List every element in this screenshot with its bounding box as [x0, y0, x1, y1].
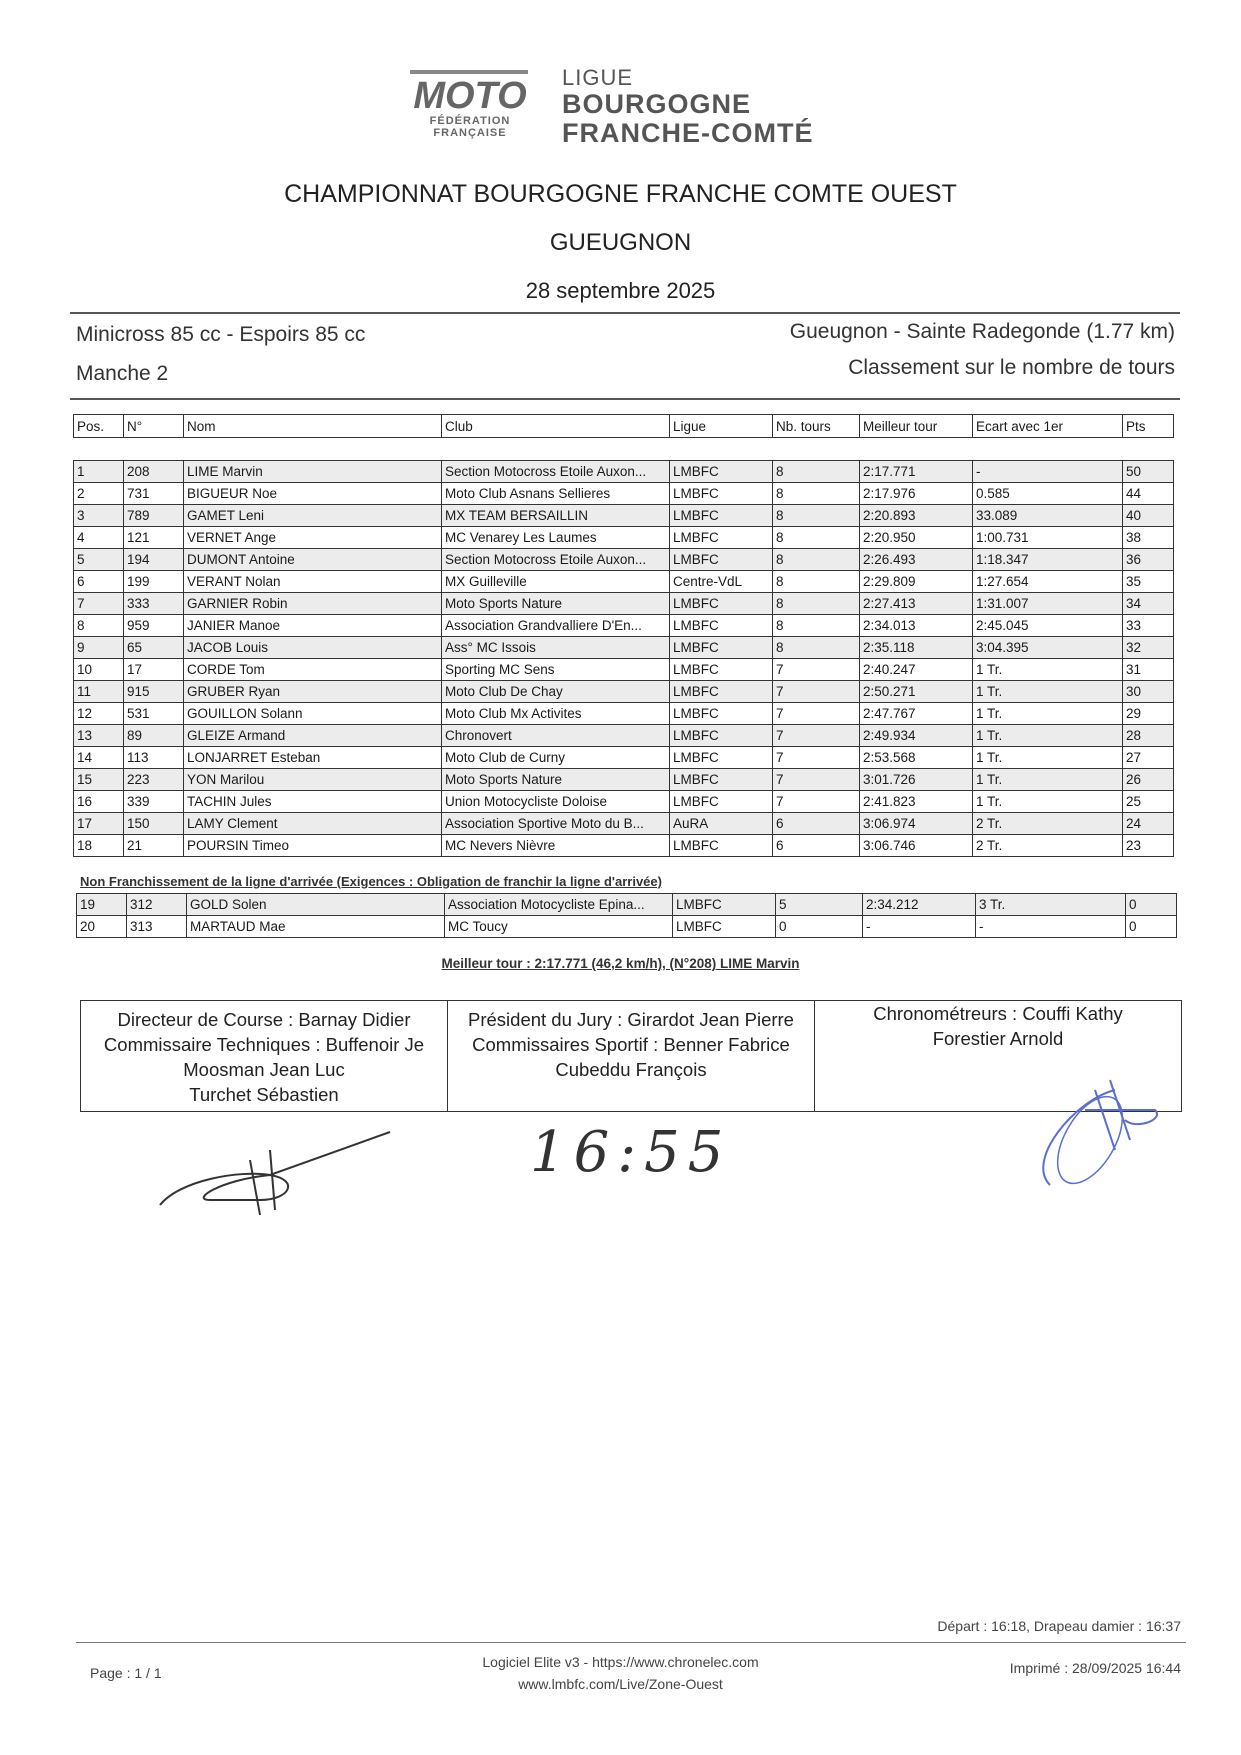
cell-laps: 7: [773, 791, 860, 813]
cell-gap: 0.585: [973, 483, 1123, 505]
cell-points: 0: [1126, 894, 1177, 916]
svg-text:FRANÇAISE: FRANÇAISE: [433, 127, 507, 139]
cell-points: 31: [1123, 659, 1174, 681]
table-row: [74, 703, 1174, 725]
cell-pos: 10: [74, 659, 124, 681]
cell-pos: 14: [74, 747, 124, 769]
venue-title: GUEUGNON: [549, 229, 692, 256]
cell-ligue: LMBFC: [670, 549, 773, 571]
cell-pos: 13: [74, 725, 124, 747]
cell-ligue: LMBFC: [670, 615, 773, 637]
cell-laps: 7: [773, 747, 860, 769]
cell-best-lap: 2:53.568: [860, 747, 973, 769]
cell-ligue: LMBFC: [670, 791, 773, 813]
printed-date: Imprimé : 28/09/2025 16:44: [1009, 1660, 1181, 1676]
cell-gap: 1 Tr.: [973, 681, 1123, 703]
cell-pos: 12: [74, 703, 124, 725]
cell-points: 33: [1123, 615, 1174, 637]
svg-text:MOTO: MOTO: [413, 75, 527, 117]
handwritten-time: 16:55: [530, 1120, 732, 1185]
official-line: Cubeddu François: [555, 1059, 707, 1080]
cell-club: Association Sportive Moto du B...: [442, 813, 670, 835]
cell-laps: 8: [773, 527, 860, 549]
cell-gap: 1:27.654: [973, 571, 1123, 593]
cell-pos: 17: [74, 813, 124, 835]
footer-divider: [76, 1642, 1186, 1643]
official-line: Chronométreurs : Couffi Kathy: [873, 1003, 1123, 1024]
official-line: Moosman Jean Luc: [183, 1059, 345, 1080]
ligue-logo: [562, 66, 813, 148]
table-row: [74, 637, 1174, 659]
cell-laps: 8: [773, 461, 860, 483]
cell-number: 915: [124, 681, 184, 703]
divider: [70, 398, 1180, 400]
cell-ligue: LMBFC: [670, 527, 773, 549]
cell-number: 65: [124, 637, 184, 659]
cell-points: 26: [1123, 769, 1174, 791]
cell-gap: 1 Tr.: [973, 725, 1123, 747]
cell-gap: 1:31.007: [973, 593, 1123, 615]
cell-laps: 8: [773, 505, 860, 527]
table-row: [74, 549, 1174, 571]
cell-gap: -: [976, 916, 1126, 938]
cell-name: BIGUEUR Noe: [184, 483, 442, 505]
cell-ligue: LMBFC: [670, 835, 773, 857]
officials-column-1: [81, 1001, 448, 1111]
cell-ligue: Centre-VdL: [670, 571, 773, 593]
cell-laps: 0: [776, 916, 863, 938]
cell-best-lap: 3:01.726: [860, 769, 973, 791]
column-header: Pts: [1123, 415, 1174, 438]
cell-points: 29: [1123, 703, 1174, 725]
cell-laps: 6: [773, 813, 860, 835]
cell-ligue: LMBFC: [670, 769, 773, 791]
table-row: [74, 769, 1174, 791]
cell-ligue: LMBFC: [670, 505, 773, 527]
cell-pos: 18: [74, 835, 124, 857]
ligue-label: LIGUE: [562, 65, 634, 90]
cell-gap: 1:18.347: [973, 549, 1123, 571]
start-finish-times: Départ : 16:18, Drapeau damier : 16:37: [937, 1618, 1181, 1634]
cell-laps: 7: [773, 725, 860, 747]
cell-points: 35: [1123, 571, 1174, 593]
cell-name: GOUILLON Solann: [184, 703, 442, 725]
cell-name: GOLD Solen: [187, 894, 445, 916]
cell-number: 313: [127, 916, 187, 938]
cell-pos: 8: [74, 615, 124, 637]
cell-best-lap: -: [863, 916, 976, 938]
director-signature: [150, 1120, 410, 1220]
cell-points: 34: [1123, 593, 1174, 615]
official-line: Directeur de Course : Barnay Didier: [117, 1009, 411, 1030]
cell-best-lap: 2:29.809: [860, 571, 973, 593]
cell-number: 333: [124, 593, 184, 615]
cell-number: 150: [124, 813, 184, 835]
cell-laps: 5: [776, 894, 863, 916]
race-category: Minicross 85 cc - Espoirs 85 cc: [76, 323, 366, 346]
cell-ligue: LMBFC: [670, 593, 773, 615]
cell-number: 312: [127, 894, 187, 916]
cell-number: 339: [124, 791, 184, 813]
table-row: [77, 894, 1177, 916]
cell-gap: 1 Tr.: [973, 659, 1123, 681]
cell-name: VERNET Ange: [184, 527, 442, 549]
ligue-name-line1: BOURGOGNE: [562, 89, 752, 119]
championship-title: CHAMPIONNAT BOURGOGNE FRANCHE COMTE OUEST: [284, 180, 957, 208]
cell-points: 25: [1123, 791, 1174, 813]
table-row: [74, 681, 1174, 703]
cell-club: MC Venarey Les Laumes: [442, 527, 670, 549]
cell-points: 27: [1123, 747, 1174, 769]
cell-club: Union Motocycliste Doloise: [442, 791, 670, 813]
cell-laps: 8: [773, 637, 860, 659]
cell-number: 194: [124, 549, 184, 571]
officials-column-2: [448, 1001, 815, 1111]
cell-ligue: LMBFC: [670, 461, 773, 483]
table-row: [74, 747, 1174, 769]
table-row: [77, 916, 1177, 938]
cell-pos: 2: [74, 483, 124, 505]
cell-best-lap: 2:27.413: [860, 593, 973, 615]
cell-pos: 1: [74, 461, 124, 483]
cell-laps: 8: [773, 571, 860, 593]
cell-best-lap: 2:26.493: [860, 549, 973, 571]
best-lap: Meilleur tour : 2:17.771 (46,2 km/h), (N°208) LIME Marvin: [441, 956, 800, 971]
table-row: [74, 725, 1174, 747]
cell-best-lap: 2:34.212: [863, 894, 976, 916]
cell-number: 531: [124, 703, 184, 725]
table-row: [74, 461, 1174, 483]
column-header: N°: [124, 415, 184, 438]
cell-points: 24: [1123, 813, 1174, 835]
cell-best-lap: 2:34.013: [860, 615, 973, 637]
svg-text:FÉDÉRATION: FÉDÉRATION: [429, 115, 511, 127]
cell-laps: 7: [773, 703, 860, 725]
ligue-name-line2: FRANCHE-COMTÉ: [562, 118, 814, 148]
cell-name: JANIER Manoe: [184, 615, 442, 637]
cell-club: Moto Sports Nature: [442, 769, 670, 791]
column-header: Meilleur tour: [860, 415, 973, 438]
cell-gap: 1 Tr.: [973, 769, 1123, 791]
column-header: Nom: [184, 415, 442, 438]
cell-name: POURSIN Timeo: [184, 835, 442, 857]
cell-club: Moto Club de Curny: [442, 747, 670, 769]
cell-ligue: LMBFC: [670, 703, 773, 725]
cell-points: 36: [1123, 549, 1174, 571]
cell-gap: -: [973, 461, 1123, 483]
cell-gap: 1 Tr.: [973, 791, 1123, 813]
column-header: Ligue: [670, 415, 773, 438]
cell-best-lap: 2:41.823: [860, 791, 973, 813]
cell-laps: 8: [773, 593, 860, 615]
cell-number: 17: [124, 659, 184, 681]
cell-laps: 8: [773, 549, 860, 571]
cell-best-lap: 2:17.976: [860, 483, 973, 505]
official-line: Commissaire Techniques : Buffenoir Je: [103, 1034, 425, 1055]
cell-pos: 15: [74, 769, 124, 791]
cell-pos: 3: [74, 505, 124, 527]
cell-name: GRUBER Ryan: [184, 681, 442, 703]
cell-best-lap: 3:06.974: [860, 813, 973, 835]
cell-club: Ass° MC Issois: [442, 637, 670, 659]
cell-number: 121: [124, 527, 184, 549]
cell-number: 113: [124, 747, 184, 769]
table-row: [74, 483, 1174, 505]
cell-ligue: LMBFC: [670, 637, 773, 659]
cell-gap: 3 Tr.: [976, 894, 1126, 916]
cell-points: 30: [1123, 681, 1174, 703]
cell-ligue: LMBFC: [670, 725, 773, 747]
cell-ligue: LMBFC: [673, 894, 776, 916]
cell-club: Association Grandvalliere D'En...: [442, 615, 670, 637]
cell-name: LIME Marvin: [184, 461, 442, 483]
race-manche: Manche 2: [76, 362, 169, 385]
cell-ligue: LMBFC: [673, 916, 776, 938]
cell-number: 21: [124, 835, 184, 857]
official-line: Président du Jury : Girardot Jean Pierre: [468, 1009, 794, 1030]
cell-club: Moto Club Asnans Sellieres: [442, 483, 670, 505]
cell-name: JACOB Louis: [184, 637, 442, 659]
cell-best-lap: 2:47.767: [860, 703, 973, 725]
cell-best-lap: 2:20.950: [860, 527, 973, 549]
cell-best-lap: 2:40.247: [860, 659, 973, 681]
cell-laps: 8: [773, 483, 860, 505]
official-line: Turchet Sébastien: [189, 1084, 339, 1105]
table-row: [74, 615, 1174, 637]
cell-pos: 4: [74, 527, 124, 549]
cell-gap: 2:45.045: [973, 615, 1123, 637]
cell-club: MX TEAM BERSAILLIN: [442, 505, 670, 527]
cell-gap: 1:00.731: [973, 527, 1123, 549]
table-row: [74, 835, 1174, 857]
cell-points: 28: [1123, 725, 1174, 747]
event-date: 28 septembre 2025: [525, 278, 716, 303]
table-row: [74, 527, 1174, 549]
cell-ligue: LMBFC: [670, 747, 773, 769]
results-table: [73, 460, 1174, 857]
timekeeper-signature: [1035, 1070, 1165, 1190]
column-header: Pos.: [74, 415, 124, 438]
cell-number: 223: [124, 769, 184, 791]
cell-best-lap: 2:35.118: [860, 637, 973, 659]
cell-name: DUMONT Antoine: [184, 549, 442, 571]
cell-club: Moto Sports Nature: [442, 593, 670, 615]
cell-pos: 5: [74, 549, 124, 571]
non-finish-title: Non Franchissement de la ligne d'arrivée (Exigences : Obligation de franchir la ligne d'arrivée): [80, 874, 662, 889]
cell-pos: 19: [77, 894, 127, 916]
table-row: [74, 571, 1174, 593]
cell-club: MX Guilleville: [442, 571, 670, 593]
cell-ligue: LMBFC: [670, 483, 773, 505]
cell-gap: 2 Tr.: [973, 835, 1123, 857]
column-header: Nb. tours: [773, 415, 860, 438]
moto-logo-icon: [400, 68, 540, 148]
cell-name: VERANT Nolan: [184, 571, 442, 593]
cell-points: 0: [1126, 916, 1177, 938]
cell-points: 40: [1123, 505, 1174, 527]
cell-club: Moto Club Mx Activites: [442, 703, 670, 725]
cell-gap: 1 Tr.: [973, 703, 1123, 725]
official-line: Forestier Arnold: [932, 1028, 1064, 1049]
cell-club: MC Toucy: [445, 916, 673, 938]
column-header: Club: [442, 415, 670, 438]
cell-number: 731: [124, 483, 184, 505]
cell-points: 32: [1123, 637, 1174, 659]
cell-laps: 8: [773, 615, 860, 637]
table-row: [74, 659, 1174, 681]
officials-box: [80, 1000, 1182, 1112]
cell-name: MARTAUD Mae: [187, 916, 445, 938]
ranking-type: Classement sur le nombre de tours: [848, 356, 1175, 379]
table-row: [74, 813, 1174, 835]
ffm-logo: [400, 68, 540, 148]
cell-name: GARNIER Robin: [184, 593, 442, 615]
cell-club: Association Motocycliste Epina...: [445, 894, 673, 916]
cell-laps: 7: [773, 681, 860, 703]
cell-name: LONJARRET Esteban: [184, 747, 442, 769]
cell-name: TACHIN Jules: [184, 791, 442, 813]
column-header-row: [74, 415, 1174, 438]
cell-name: CORDE Tom: [184, 659, 442, 681]
cell-pos: 6: [74, 571, 124, 593]
live-url[interactable]: www.lmbfc.com/Live/Zone-Ouest: [518, 1676, 723, 1692]
cell-number: 208: [124, 461, 184, 483]
cell-number: 959: [124, 615, 184, 637]
non-finish-table: [76, 893, 1177, 938]
results-header: [73, 414, 1174, 438]
cell-name: GAMET Leni: [184, 505, 442, 527]
table-row: [74, 593, 1174, 615]
cell-points: 50: [1123, 461, 1174, 483]
cell-ligue: LMBFC: [670, 681, 773, 703]
divider: [70, 312, 1180, 314]
cell-ligue: LMBFC: [670, 659, 773, 681]
page-number: Page : 1 / 1: [90, 1665, 162, 1681]
cell-name: LAMY Clement: [184, 813, 442, 835]
cell-club: MC Nevers Nièvre: [442, 835, 670, 857]
cell-pos: 20: [77, 916, 127, 938]
table-row: [74, 791, 1174, 813]
cell-number: 789: [124, 505, 184, 527]
cell-club: Chronovert: [442, 725, 670, 747]
cell-laps: 6: [773, 835, 860, 857]
cell-laps: 7: [773, 769, 860, 791]
official-line: Commissaires Sportif : Benner Fabrice: [472, 1034, 790, 1055]
cell-best-lap: 2:17.771: [860, 461, 973, 483]
cell-club: Section Motocross Etoile Auxon...: [442, 461, 670, 483]
cell-best-lap: 2:49.934: [860, 725, 973, 747]
cell-club: Section Motocross Etoile Auxon...: [442, 549, 670, 571]
cell-pos: 9: [74, 637, 124, 659]
cell-best-lap: 2:20.893: [860, 505, 973, 527]
cell-best-lap: 3:06.746: [860, 835, 973, 857]
cell-points: 38: [1123, 527, 1174, 549]
cell-pos: 7: [74, 593, 124, 615]
cell-points: 44: [1123, 483, 1174, 505]
race-track: Gueugnon - Sainte Radegonde (1.77 km): [789, 320, 1175, 343]
cell-best-lap: 2:50.271: [860, 681, 973, 703]
cell-ligue: AuRA: [670, 813, 773, 835]
cell-name: GLEIZE Armand: [184, 725, 442, 747]
cell-club: Sporting MC Sens: [442, 659, 670, 681]
cell-gap: 3:04.395: [973, 637, 1123, 659]
software-credit: Logiciel Elite v3 - https://www.chronelec.com: [482, 1654, 759, 1670]
cell-gap: 2 Tr.: [973, 813, 1123, 835]
cell-pos: 11: [74, 681, 124, 703]
cell-gap: 1 Tr.: [973, 747, 1123, 769]
column-header: Ecart avec 1er: [973, 415, 1123, 438]
cell-points: 23: [1123, 835, 1174, 857]
cell-laps: 7: [773, 659, 860, 681]
cell-name: YON Marilou: [184, 769, 442, 791]
cell-gap: 33.089: [973, 505, 1123, 527]
cell-number: 199: [124, 571, 184, 593]
cell-number: 89: [124, 725, 184, 747]
cell-club: Moto Club De Chay: [442, 681, 670, 703]
table-row: [74, 505, 1174, 527]
cell-pos: 16: [74, 791, 124, 813]
